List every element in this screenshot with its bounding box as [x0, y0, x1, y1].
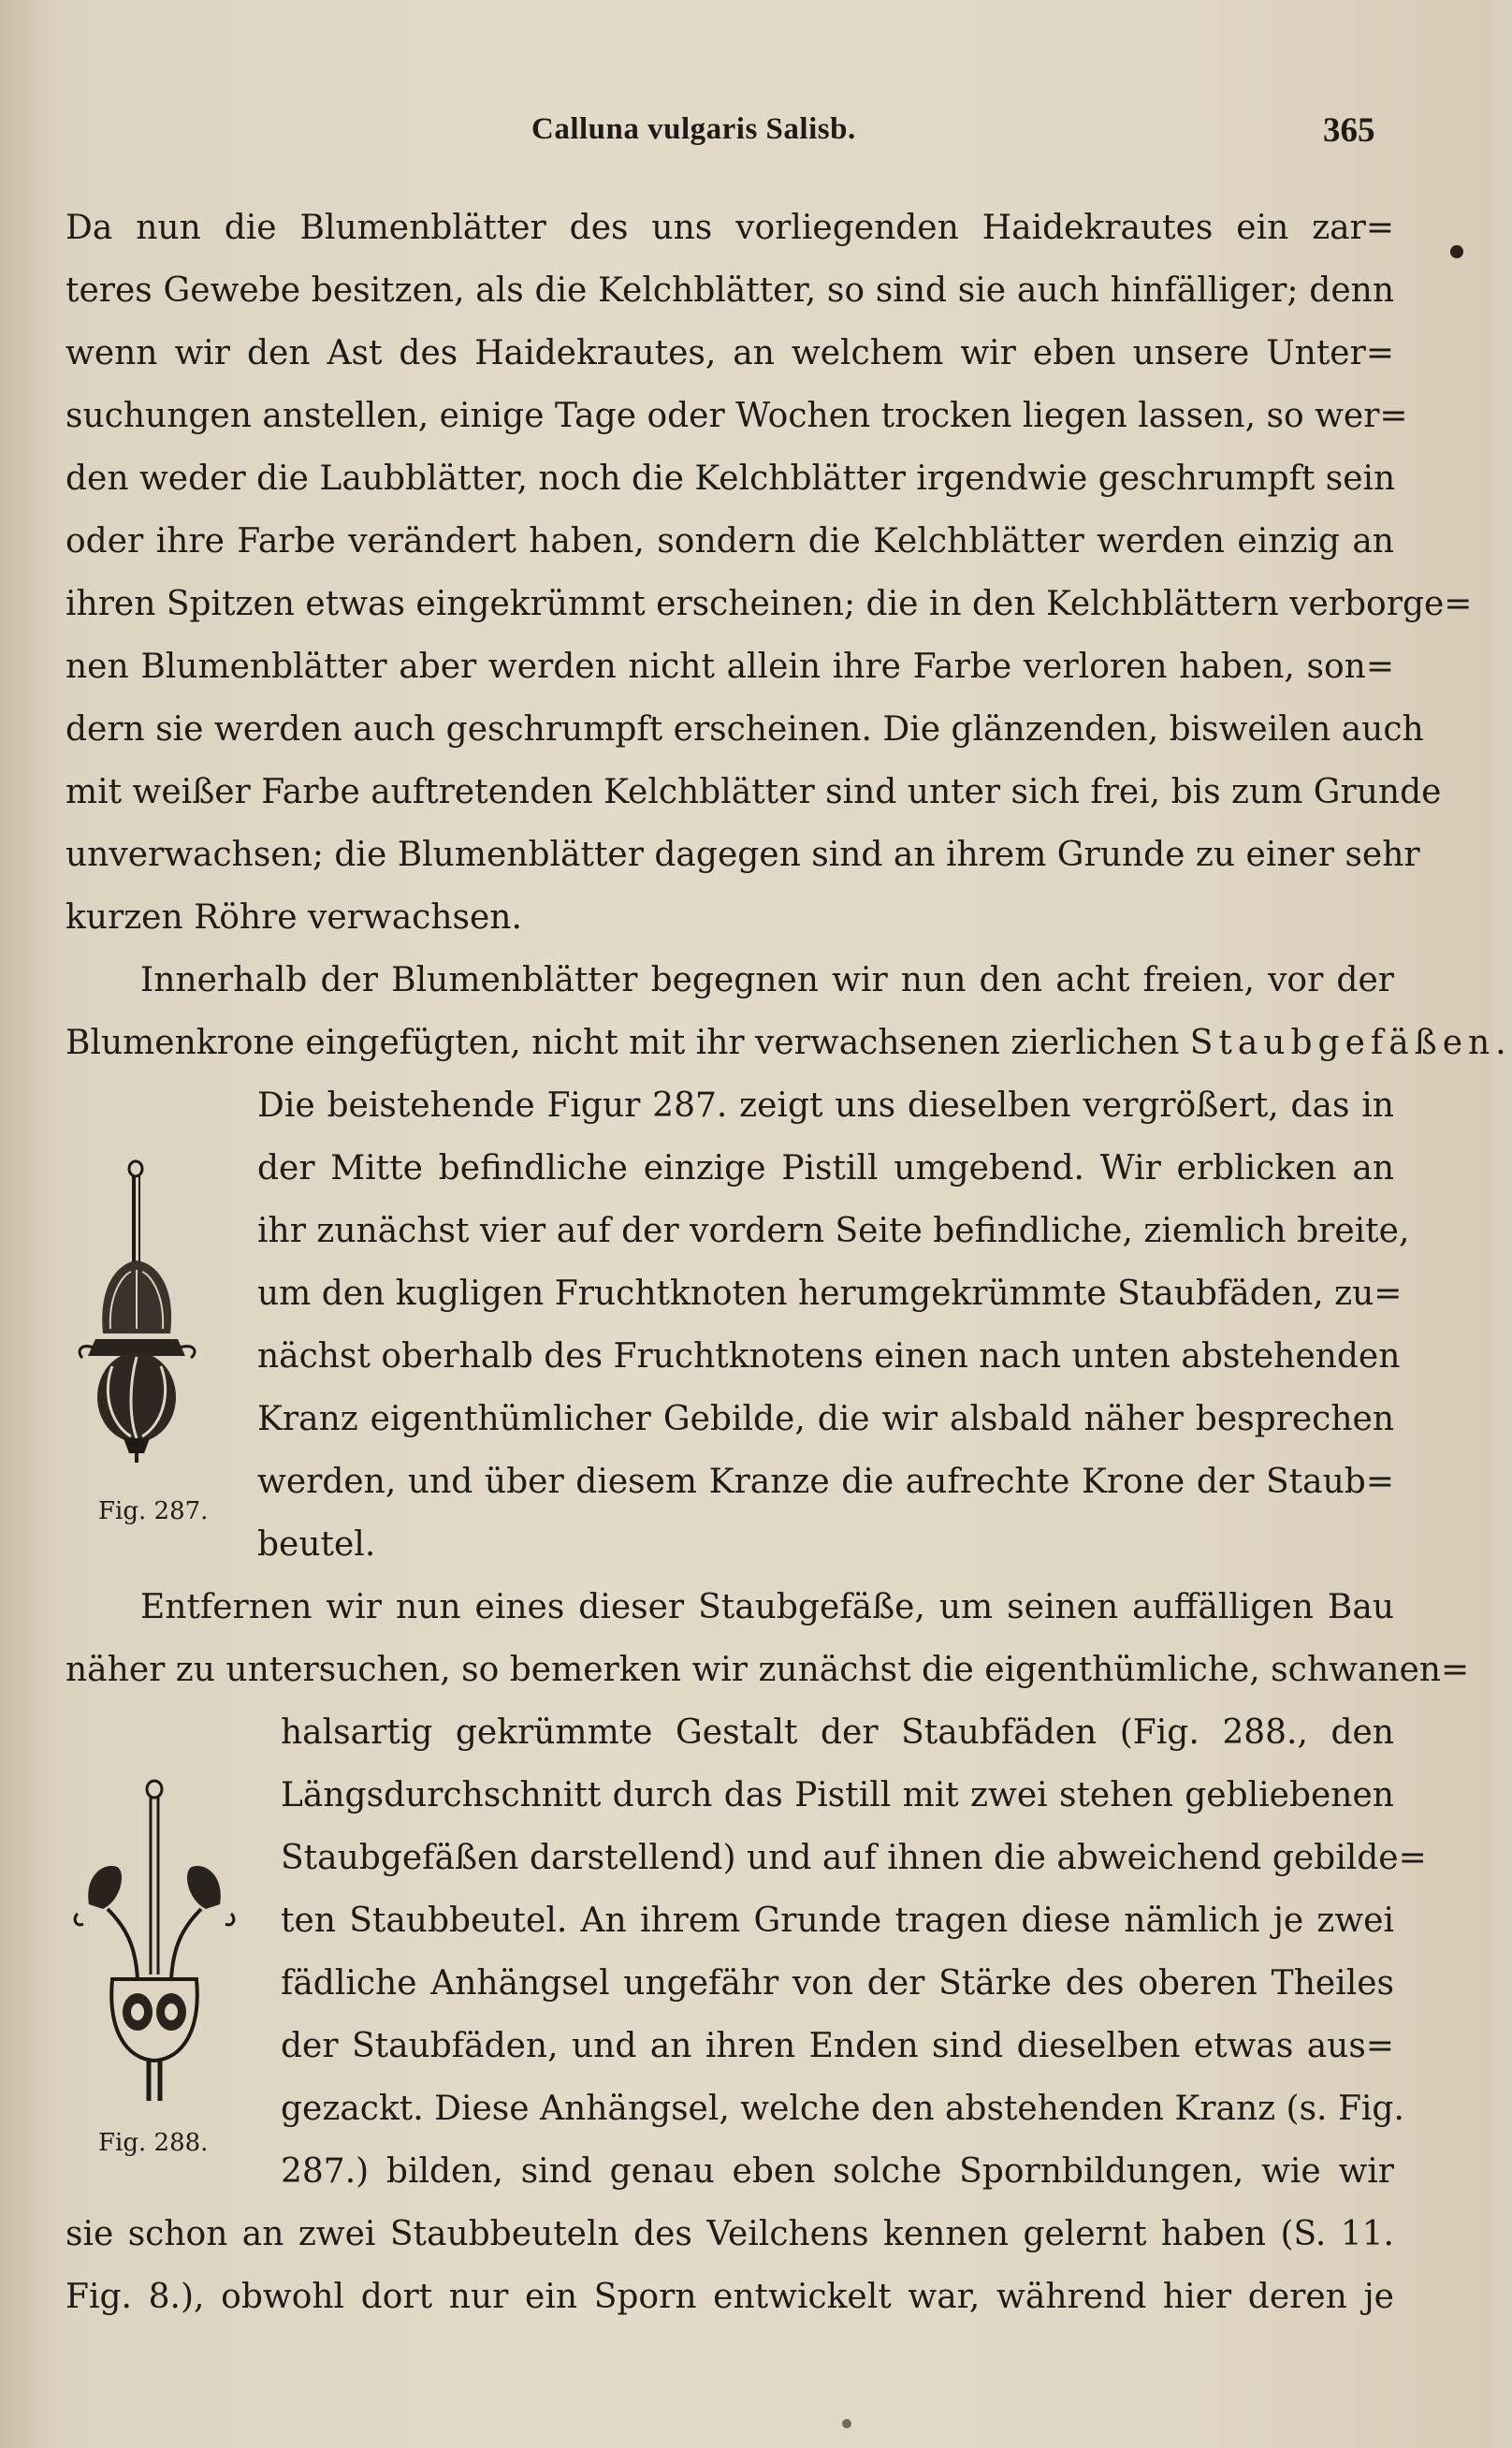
text-line: ten Staubbeutel. An ihrem Grunde tragen diese nämlich je zwei: [281, 1902, 1394, 1940]
text-fragment: Blumenkrone eingefügten, nicht mit ihr verwachsenen zierlichen: [65, 1024, 1190, 1062]
text-line: suchungen anstellen, einige Tage oder Wochen trocken liegen lassen, so wer=: [65, 397, 1408, 435]
paper-speck: [1450, 245, 1463, 258]
text-line: wenn wir den Ast des Haidekrautes, an welchem wir eben unsere Unter=: [65, 334, 1394, 372]
text-line: nächst oberhalb des Fruchtknotens einen nach unten abstehenden: [257, 1337, 1401, 1376]
text-line: halsartig gekrümmte Gestalt der Staubfäden (Fig. 288., den: [281, 1713, 1394, 1752]
page-header: [0, 112, 1493, 168]
text-line: gezackt. Diese Anhängsel, welche den abstehenden Kranz (s. Fig.: [281, 2090, 1404, 2128]
text-line: nen Blumenblätter aber werden nicht allein ihre Farbe verloren haben, son=: [65, 648, 1394, 686]
text-line: Die beistehende Figur 287. zeigt uns dieselben vergrößert, das in: [257, 1086, 1394, 1125]
text-line: um den kugligen Fruchtknoten herumgekrümmte Staubfäden, zu=: [257, 1275, 1403, 1313]
text-line: oder ihre Farbe verändert haben, sondern die Kelchblätter werden einzig an: [65, 522, 1394, 561]
text-line: Innerhalb der Blumenblätter begegnen wir nun den acht freien, vor der: [140, 961, 1394, 999]
fig288-illustration: [70, 1778, 239, 2106]
figure-288: [70, 1778, 239, 2106]
text-line: ihr zunächst vier auf der vordern Seite befindliche, ziemlich breite,: [257, 1212, 1410, 1250]
text-line: unverwachsen; die Blumenblätter dagegen sind an ihrem Grunde zu einer sehr: [65, 836, 1420, 874]
emphasized-term: Staubgefäßen.: [1189, 1024, 1512, 1062]
text-line: fädliche Anhängsel ungefähr von der Stärke des oberen Theiles: [281, 1964, 1394, 2003]
fig287-caption: Fig. 287.: [98, 1497, 209, 1525]
text-line: teres Gewebe besitzen, als die Kelchblätter, so sind sie auch hinfälliger; denn: [65, 271, 1394, 310]
body-text: [65, 197, 1512, 2328]
text-line: kurzen Röhre verwachsen.: [65, 898, 522, 937]
fig288-caption: Fig. 288.: [98, 2129, 209, 2157]
text-line: der Mitte befindliche einzige Pistill umgebend. Wir erblicken an: [257, 1149, 1394, 1188]
text-line: 287.) bilden, sind genau eben solche Spornbildungen, wie wir: [281, 2152, 1394, 2191]
paper-speck: [842, 2419, 851, 2428]
text-line: ihren Spitzen etwas eingekrümmt erscheinen; die in den Kelchblättern verborge=: [65, 585, 1473, 623]
text-line: Staubgefäßen darstellend) und auf ihnen die abweichend gebilde=: [281, 1839, 1427, 1877]
text-line: der Staubfäden, und an ihren Enden sind dieselben etwas aus=: [281, 2027, 1394, 2065]
text-line: Da nun die Blumenblätter des uns vorliegenden Haidekrautes ein zar=: [65, 209, 1394, 247]
text-line: Kranz eigenthümlicher Gebilde, die wir alsbald näher besprechen: [257, 1400, 1394, 1438]
text-line: sie schon an zwei Staubbeuteln des Veilchens kennen gelernt haben (S. 11.: [65, 2215, 1394, 2253]
running-title: Calluna vulgaris Salisb.: [531, 112, 856, 146]
figure-287: [75, 1156, 215, 1464]
text-line: dern sie werden auch geschrumpft erscheinen. Die glänzenden, bisweilen auch: [65, 710, 1424, 749]
text-line: mit weißer Farbe auftretenden Kelchblätter sind unter sich frei, bis zum Grunde: [65, 773, 1442, 811]
text-line: Entfernen wir nun eines dieser Staubgefäße, um seinen auffälligen Bau: [140, 1588, 1394, 1626]
page-number: 365: [1323, 111, 1375, 150]
text-line: den weder die Laubblätter, noch die Kelchblätter irgendwie geschrumpft sein: [65, 459, 1396, 498]
text-line: [65, 1012, 1512, 1074]
fig287-illustration: [75, 1156, 215, 1464]
text-line: näher zu untersuchen, so bemerken wir zunächst die eigenthümliche, schwanen=: [65, 1651, 1470, 1689]
text-line: beutel.: [257, 1525, 376, 1564]
text-line: werden, und über diesem Kranze die aufrechte Krone der Staub=: [257, 1463, 1394, 1501]
text-line: Längsdurchschnitt durch das Pistill mit zwei stehen gebliebenen: [281, 1776, 1394, 1814]
text-line: Fig. 8.), obwohl dort nur ein Sporn entwickelt war, während hier deren je: [65, 2278, 1394, 2316]
